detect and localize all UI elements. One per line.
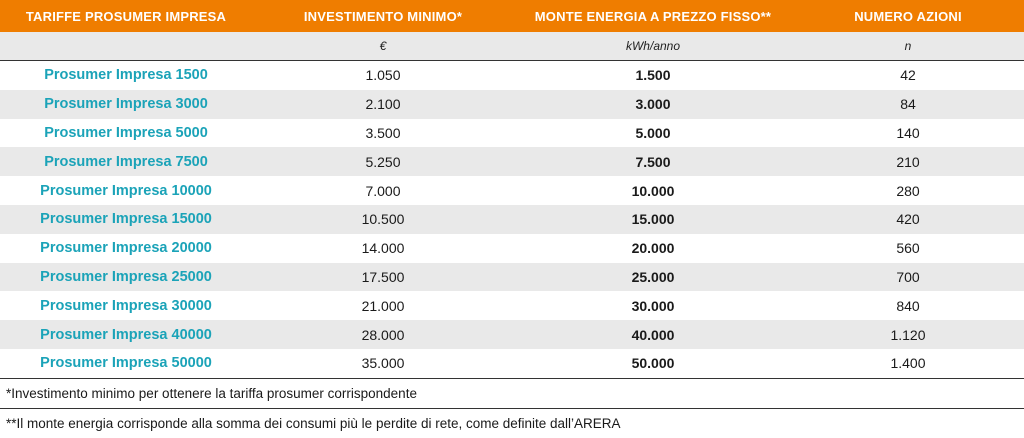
investment-cell: 2.100 (252, 90, 514, 119)
investment-cell: 21.000 (361, 297, 405, 314)
unit-tariffe (0, 32, 252, 61)
energy-cell: 5.000 (635, 124, 671, 141)
tariff-name-cell: Prosumer Impresa 15000 (0, 205, 252, 234)
shares-cell: 280 (896, 182, 920, 199)
investment-cell: 5.250 (252, 147, 514, 176)
investment-cell: 28.000 (252, 320, 514, 349)
energy-cell: 15.000 (514, 205, 792, 234)
shares-cell: 42 (900, 67, 916, 84)
tariff-name-cell: Prosumer Impresa 40000 (0, 320, 252, 349)
investment-cell: 10.500 (252, 205, 514, 234)
table-row (0, 320, 1024, 349)
investment-cell: 7.000 (365, 182, 401, 199)
shares-cell: 1.400 (890, 355, 926, 372)
footnote-monte-energia: **Il monte energia corrisponde alla somma dei consumi più le perdite di rete, come definite dall’ARERA (0, 408, 1024, 438)
table-row (0, 291, 1024, 320)
tariff-name-cell: Prosumer Impresa 20000 (40, 240, 212, 257)
investment-cell: 17.500 (252, 263, 514, 292)
unit-monte-energia: kWh/anno (514, 32, 792, 61)
shares-cell: 560 (896, 240, 920, 257)
investment-cell: 14.000 (361, 240, 405, 257)
shares-cell: 840 (896, 297, 920, 314)
investment-cell: 1.050 (365, 67, 401, 84)
table-row (0, 349, 1024, 378)
table-row (0, 263, 1024, 292)
energy-cell: 50.000 (631, 355, 675, 372)
tariff-name-cell: Prosumer Impresa 30000 (40, 297, 212, 314)
energy-cell: 10.000 (631, 182, 675, 199)
energy-cell: 25.000 (514, 263, 792, 292)
table-row (0, 90, 1024, 119)
footnote-investimento: *Investimento minimo per ottenere la tariffa prosumer corrispondente (6, 385, 417, 401)
header-numero-azioni: NUMERO AZIONI (792, 0, 1024, 32)
unit-numero-azioni: n (792, 32, 1024, 61)
tariff-name-cell: Prosumer Impresa 5000 (44, 124, 208, 141)
header-investimento: INVESTIMENTO MINIMO* (252, 0, 514, 32)
investment-cell: 35.000 (361, 355, 405, 372)
tariff-name-cell: Prosumer Impresa 3000 (0, 90, 252, 119)
tariff-name-cell: Prosumer Impresa 10000 (40, 182, 212, 199)
table-row (0, 176, 1024, 205)
shares-cell: 1.120 (792, 320, 1024, 349)
shares-cell: 420 (792, 205, 1024, 234)
table-row (0, 119, 1024, 148)
table-row (0, 205, 1024, 234)
energy-cell: 7.500 (514, 147, 792, 176)
header-row (0, 0, 1024, 32)
table-row (0, 234, 1024, 263)
table-row (0, 61, 1024, 90)
shares-cell: 210 (792, 147, 1024, 176)
tariff-name-cell: Prosumer Impresa 50000 (40, 355, 212, 372)
investment-cell: 3.500 (365, 124, 401, 141)
table-row (0, 147, 1024, 176)
shares-cell: 700 (792, 263, 1024, 292)
energy-cell: 40.000 (514, 320, 792, 349)
tariff-name-cell: Prosumer Impresa 1500 (44, 67, 208, 84)
shares-cell: 140 (896, 124, 920, 141)
units-row (0, 32, 1024, 61)
energy-cell: 3.000 (514, 90, 792, 119)
header-monte-energia: MONTE ENERGIA A PREZZO FISSO** (514, 0, 792, 32)
footnotes (0, 378, 1024, 438)
table-body (0, 61, 1024, 378)
shares-cell: 84 (792, 90, 1024, 119)
unit-investimento: € (252, 32, 514, 61)
tariff-name-cell: Prosumer Impresa 7500 (0, 147, 252, 176)
header-tariffe: TARIFFE PROSUMER IMPRESA (0, 0, 252, 32)
energy-cell: 20.000 (631, 240, 675, 257)
energy-cell: 1.500 (635, 67, 671, 84)
energy-cell: 30.000 (631, 297, 675, 314)
tariff-name-cell: Prosumer Impresa 25000 (0, 263, 252, 292)
